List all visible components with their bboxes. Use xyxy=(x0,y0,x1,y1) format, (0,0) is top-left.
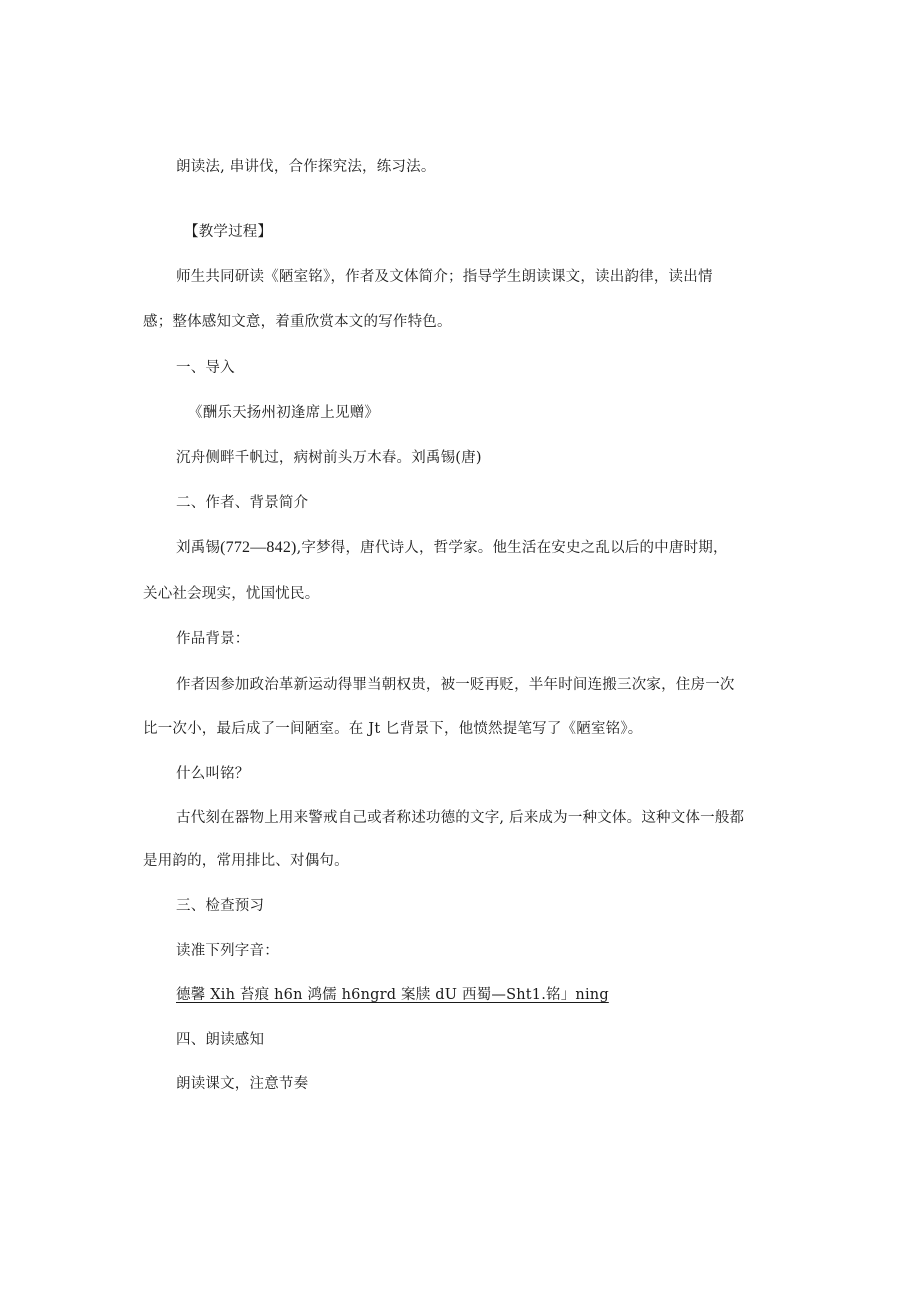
author-name: 刘禹锡 xyxy=(176,540,221,556)
poem-title: 《酬乐天扬州初逢席上见赠》 xyxy=(188,405,380,421)
background-label: 作品背景： xyxy=(176,631,250,647)
teaching-process-heading: 【教学过程】 xyxy=(184,224,273,240)
author-intro-line-1 xyxy=(176,538,728,558)
intro-paragraph-line-2: 感；整体感知文意，着重欣赏本文的写作特色。 xyxy=(143,314,452,330)
author-intro-rest: ,字梦得，唐代诗人，哲学家。他生活在安史之乱以后的中唐时期， xyxy=(296,540,728,556)
ming-question: 什么叫铭？ xyxy=(176,766,250,782)
pronounce-list: 德馨 Xih 苔痕 h6n 鸿儒 h6ngrd 案牍 dU 西蜀—Sht1.铭」ning xyxy=(176,987,609,1003)
section-2-heading: 二、作者、背景简介 xyxy=(176,495,309,511)
author-years: (772—842) xyxy=(220,539,297,556)
ming-definition-line-2: 是用韵的，常用排比、对偶句。 xyxy=(143,853,349,869)
author-intro-line-2: 关心社会现实，忧国忧民。 xyxy=(143,586,320,602)
reading-instruction: 朗读课文，注意节奏 xyxy=(176,1076,309,1092)
background-line-2: 比一次小，最后成了一间陋室。在 Jt 匕背景下，他愤然提笔写了《陋室铭》。 xyxy=(143,721,643,737)
background-line-1: 作者因参加政治革新运动得罪当朝权贵，被一贬再贬，半年时间连搬三次家，住房一次 xyxy=(176,677,735,693)
section-1-heading: 一、导入 xyxy=(176,360,235,376)
pronounce-label: 读准下列字音： xyxy=(176,943,279,959)
teaching-methods: 朗读法, 串讲伐，合作探究法，练习法。 xyxy=(176,159,436,175)
poem-line: 沉舟侧畔千帆过，病树前头万木春。刘禹锡(唐) xyxy=(176,450,482,466)
section-3-heading: 三、检查预习 xyxy=(176,898,265,914)
intro-paragraph-line-1: 师生共同研读《陋室铭》，作者及文体简介；指导学生朗读课文，读出韵律，读出情 xyxy=(176,269,713,285)
section-4-heading: 四、朗读感知 xyxy=(176,1032,265,1048)
ming-definition-line-1: 古代刻在器物上用来警戒自己或者称述功德的文字, 后来成为一种文体。这种文体一般都 xyxy=(176,810,745,826)
